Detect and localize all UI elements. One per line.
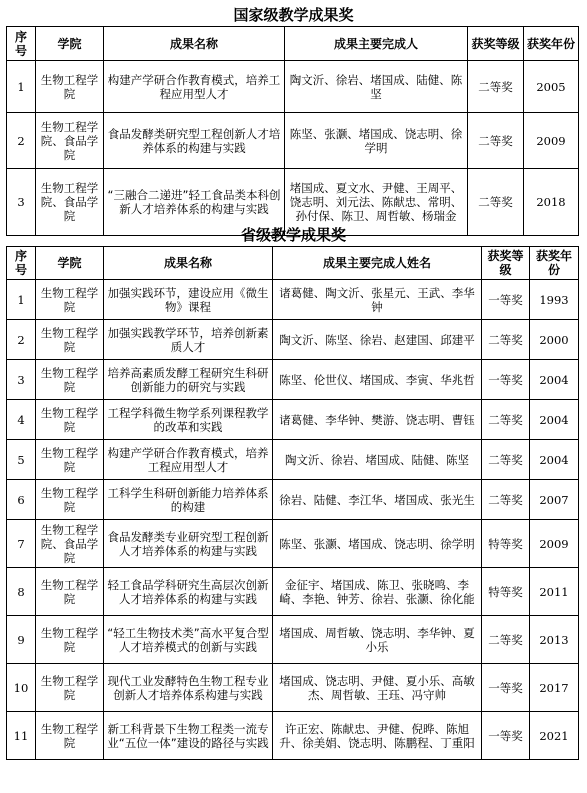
cell-level: 二等奖 <box>482 440 530 480</box>
header-name: 成果名称 <box>104 247 273 280</box>
cell-name: 培养高素质发酵工程研究生科研创新能力的研究与实践 <box>104 360 273 400</box>
cell-people: 陈坚、张灏、堵国成、饶志明、徐学明 <box>273 520 482 568</box>
provincial-award-table <box>6 246 579 760</box>
cell-people: 陶文沂、徐岩、堵国成、陆健、陈坚 <box>273 440 482 480</box>
cell-no: 1 <box>7 61 36 113</box>
cell-people: 堵国成、饶志明、尹健、夏小乐、高敏杰、周哲敏、王珏、冯守帅 <box>273 664 482 712</box>
table-row <box>7 616 579 664</box>
header-college: 学院 <box>36 247 104 280</box>
cell-name: 现代工业发酵特色生物工程专业创新人才培养体系构建与实践 <box>104 664 273 712</box>
cell-year: 2021 <box>530 712 579 760</box>
cell-name: 加强实践教学环节，培养创新素质人才 <box>104 320 273 360</box>
table-row <box>7 400 579 440</box>
header-no: 序号 <box>7 247 36 280</box>
cell-no: 10 <box>7 664 36 712</box>
cell-year: 2004 <box>530 440 579 480</box>
cell-year: 2018 <box>524 169 579 236</box>
cell-level: 二等奖 <box>468 169 524 236</box>
cell-no: 5 <box>7 440 36 480</box>
cell-no: 8 <box>7 568 36 616</box>
header-people: 成果主要完成人 <box>285 27 468 61</box>
cell-college: 生物工程学院 <box>36 480 104 520</box>
cell-college: 生物工程学院 <box>36 712 104 760</box>
cell-name: 食品发酵类专业研究型工程创新人才培养体系的构建与实践 <box>104 520 273 568</box>
cell-name: 构建产学研合作教育模式，培养工程应用型人才 <box>104 440 273 480</box>
cell-year: 2004 <box>530 400 579 440</box>
cell-year: 1993 <box>530 280 579 320</box>
cell-college: 生物工程学院、食品学院 <box>36 520 104 568</box>
cell-people: 许正宏、陈献忠、尹健、倪晔、陈旭升、徐美娟、饶志明、陈鹏程、丁重阳 <box>273 712 482 760</box>
cell-college: 生物工程学院 <box>36 616 104 664</box>
table-header-row <box>7 27 579 61</box>
cell-name: 加强实践环节，建设应用《微生物》课程 <box>104 280 273 320</box>
cell-people: 堵国成、夏文水、尹健、王周平、饶志明、刘元法、陈献忠、常明、孙付保、陈卫、周哲敏、杨瑞金 <box>285 169 468 236</box>
cell-name: 新工科背景下生物工程类一流专业“五位一体”建设的路径与实践 <box>104 712 273 760</box>
cell-college: 生物工程学院 <box>36 568 104 616</box>
cell-no: 4 <box>7 400 36 440</box>
header-no: 序号 <box>7 27 36 61</box>
cell-people: 陈坚、伦世仪、堵国成、李寅、华兆哲 <box>273 360 482 400</box>
cell-level: 一等奖 <box>482 712 530 760</box>
cell-name: 工科学生科研创新能力培养体系的构建 <box>104 480 273 520</box>
cell-no: 11 <box>7 712 36 760</box>
cell-college: 生物工程学院 <box>36 280 104 320</box>
national-award-title: 国家级教学成果奖 <box>233 6 354 24</box>
cell-no: 9 <box>7 616 36 664</box>
cell-level: 一等奖 <box>482 280 530 320</box>
table-row <box>7 664 579 712</box>
cell-no: 3 <box>7 169 36 236</box>
cell-people: 陶文沂、徐岩、堵国成、陆健、陈坚 <box>285 61 468 113</box>
cell-college: 生物工程学院、食品学院 <box>36 169 104 236</box>
cell-level: 二等奖 <box>468 61 524 113</box>
header-level: 获奖等级 <box>482 247 530 280</box>
table-row <box>7 113 579 169</box>
header-people: 成果主要完成人姓名 <box>273 247 482 280</box>
cell-level: 特等奖 <box>482 520 530 568</box>
cell-level: 一等奖 <box>482 360 530 400</box>
cell-no: 2 <box>7 320 36 360</box>
header-college: 学院 <box>36 27 104 61</box>
cell-name: 食品发酵类研究型工程创新人才培养体系的构建与实践 <box>104 113 285 169</box>
cell-name: “轻工生物技术类”高水平复合型人才培养模式的创新与实践 <box>104 616 273 664</box>
cell-people: 堵国成、周哲敏、饶志明、李华钟、夏小乐 <box>273 616 482 664</box>
cell-college: 生物工程学院 <box>36 61 104 113</box>
cell-college: 生物工程学院 <box>36 400 104 440</box>
table-row <box>7 61 579 113</box>
table-row <box>7 712 579 760</box>
cell-college: 生物工程学院 <box>36 664 104 712</box>
cell-level: 二等奖 <box>468 113 524 169</box>
table-row <box>7 320 579 360</box>
cell-year: 2009 <box>524 113 579 169</box>
national-award-table <box>6 26 579 236</box>
cell-year: 2017 <box>530 664 579 712</box>
cell-level: 特等奖 <box>482 568 530 616</box>
cell-level: 二等奖 <box>482 616 530 664</box>
cell-college: 生物工程学院 <box>36 360 104 400</box>
cell-no: 7 <box>7 520 36 568</box>
header-year: 获奖年份 <box>524 27 579 61</box>
table-row <box>7 280 579 320</box>
cell-college: 生物工程学院 <box>36 440 104 480</box>
cell-people: 陶文沂、陈坚、徐岩、赵建国、邱建平 <box>273 320 482 360</box>
cell-no: 6 <box>7 480 36 520</box>
cell-level: 二等奖 <box>482 400 530 440</box>
cell-level: 一等奖 <box>482 664 530 712</box>
cell-level: 二等奖 <box>482 320 530 360</box>
table-row <box>7 568 579 616</box>
cell-no: 2 <box>7 113 36 169</box>
cell-name: “三融合二递进”轻工食品类本科创新人才培养体系的构建与实践 <box>104 169 285 236</box>
cell-year: 2007 <box>530 480 579 520</box>
cell-people: 诸葛健、李华钟、樊游、饶志明、曹钰 <box>273 400 482 440</box>
cell-name: 工程学科微生物学系列课程教学的改革和实践 <box>104 400 273 440</box>
cell-level: 二等奖 <box>482 480 530 520</box>
table-row <box>7 360 579 400</box>
cell-year: 2005 <box>524 61 579 113</box>
cell-no: 3 <box>7 360 36 400</box>
cell-people: 金征宇、堵国成、陈卫、张晓鸣、李崎、李艳、钟芳、徐岩、张灏、徐化能 <box>273 568 482 616</box>
cell-college: 生物工程学院、食品学院 <box>36 113 104 169</box>
table-row <box>7 440 579 480</box>
cell-college: 生物工程学院 <box>36 320 104 360</box>
table-row <box>7 480 579 520</box>
cell-people: 诸葛健、陶文沂、张星元、王武、李华钟 <box>273 280 482 320</box>
cell-year: 2013 <box>530 616 579 664</box>
cell-name: 轻工食品学科研究生高层次创新人才培养体系的构建与实践 <box>104 568 273 616</box>
table-header-row <box>7 247 579 280</box>
table-row <box>7 520 579 568</box>
cell-people: 陈坚、张灏、堵国成、饶志明、徐学明 <box>285 113 468 169</box>
cell-name: 构建产学研合作教育模式，培养工程应用型人才 <box>104 61 285 113</box>
cell-year: 2009 <box>530 520 579 568</box>
cell-no: 1 <box>7 280 36 320</box>
cell-year: 2011 <box>530 568 579 616</box>
header-name: 成果名称 <box>104 27 285 61</box>
cell-people: 徐岩、陆健、李江华、堵国成、张光生 <box>273 480 482 520</box>
cell-year: 2000 <box>530 320 579 360</box>
cell-year: 2004 <box>530 360 579 400</box>
header-level: 获奖等级 <box>468 27 524 61</box>
provincial-award-title: 省级教学成果奖 <box>240 226 346 244</box>
header-year: 获奖年份 <box>530 247 579 280</box>
